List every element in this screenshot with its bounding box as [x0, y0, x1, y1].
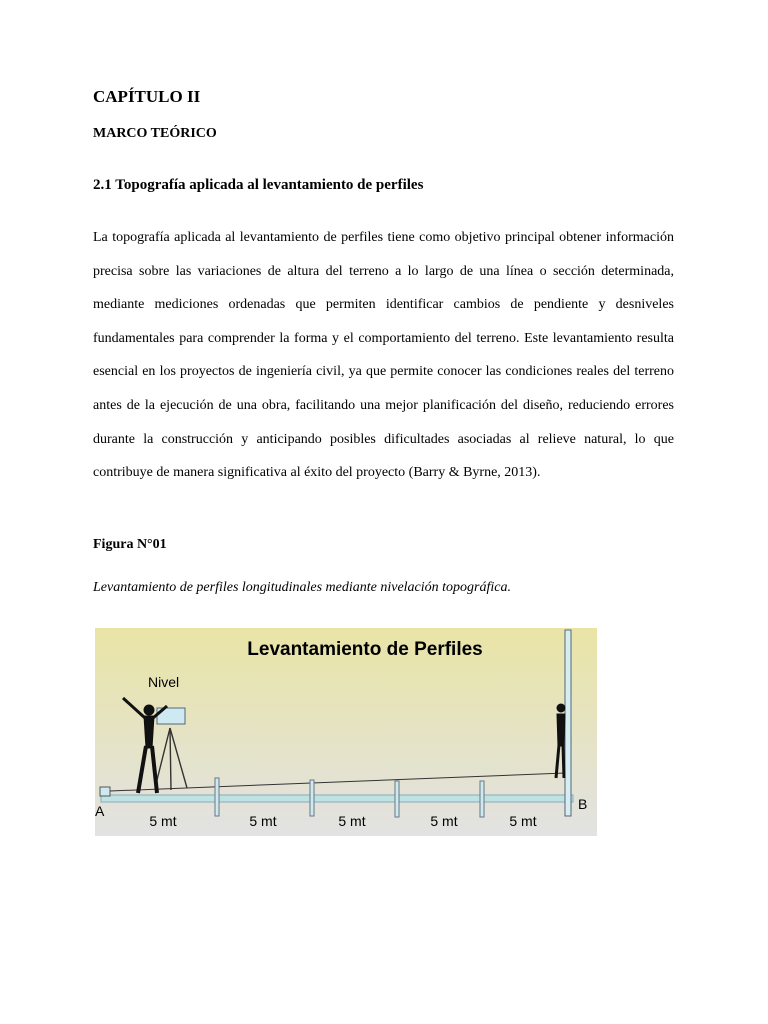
- chapter-title: CAPÍTULO II: [93, 87, 201, 106]
- stake-2: [310, 780, 314, 816]
- segment-label-2: 5 mt: [249, 813, 277, 829]
- section-title: MARCO TEÓRICO: [93, 126, 217, 141]
- subsection-title: 2.1 Topografía aplicada al levantamiento de perfiles: [93, 177, 424, 193]
- profile-figure: [95, 628, 597, 836]
- figure-label: Figura N°01: [93, 537, 167, 552]
- segment-label-4: 5 mt: [430, 813, 458, 829]
- stake-3: [395, 781, 399, 817]
- ground-bar: [101, 795, 573, 802]
- point-b-label: B: [578, 796, 588, 812]
- figure-caption: Levantamiento de perfiles longitudinales mediante nivelación topográfica.: [93, 580, 511, 595]
- point-a-label: A: [95, 803, 105, 819]
- body-paragraph: La topografía aplicada al levantamiento de perfiles tiene como objetivo principal obtener información precisa sobre las variaciones de altura del terreno a lo largo de una línea o sección determinada, mediante mediciones ordenadas que permiten identificar cambios de pendiente y desniveles fundamentales para comprender la forma y el comportamiento del terreno. Este levantamiento resulta esencial en los proyectos de ingeniería civil, ya que permite conocer las condiciones reales del terreno antes de la ejecución de una obra, facilitando una mejor planificación del diseño, reduciendo errores durante la construcción y anticipando posibles dificultades asociadas al relieve natural, lo que contribuye de manera significativa al éxito del proyecto (Barry & Byrne, 2013).: [93, 230, 674, 481]
- segment-label-5: 5 mt: [509, 813, 537, 829]
- stake-1: [215, 778, 219, 816]
- figure-title: Levantamiento de Perfiles: [247, 639, 483, 660]
- point-a-marker: [100, 787, 110, 796]
- instrument-label: Nivel: [148, 674, 180, 690]
- segment-label-1: 5 mt: [149, 813, 177, 829]
- stake-4: [480, 781, 484, 817]
- leveling-rod: [565, 630, 571, 816]
- profile-illustration: [95, 628, 597, 836]
- segment-label-3: 5 mt: [338, 813, 366, 829]
